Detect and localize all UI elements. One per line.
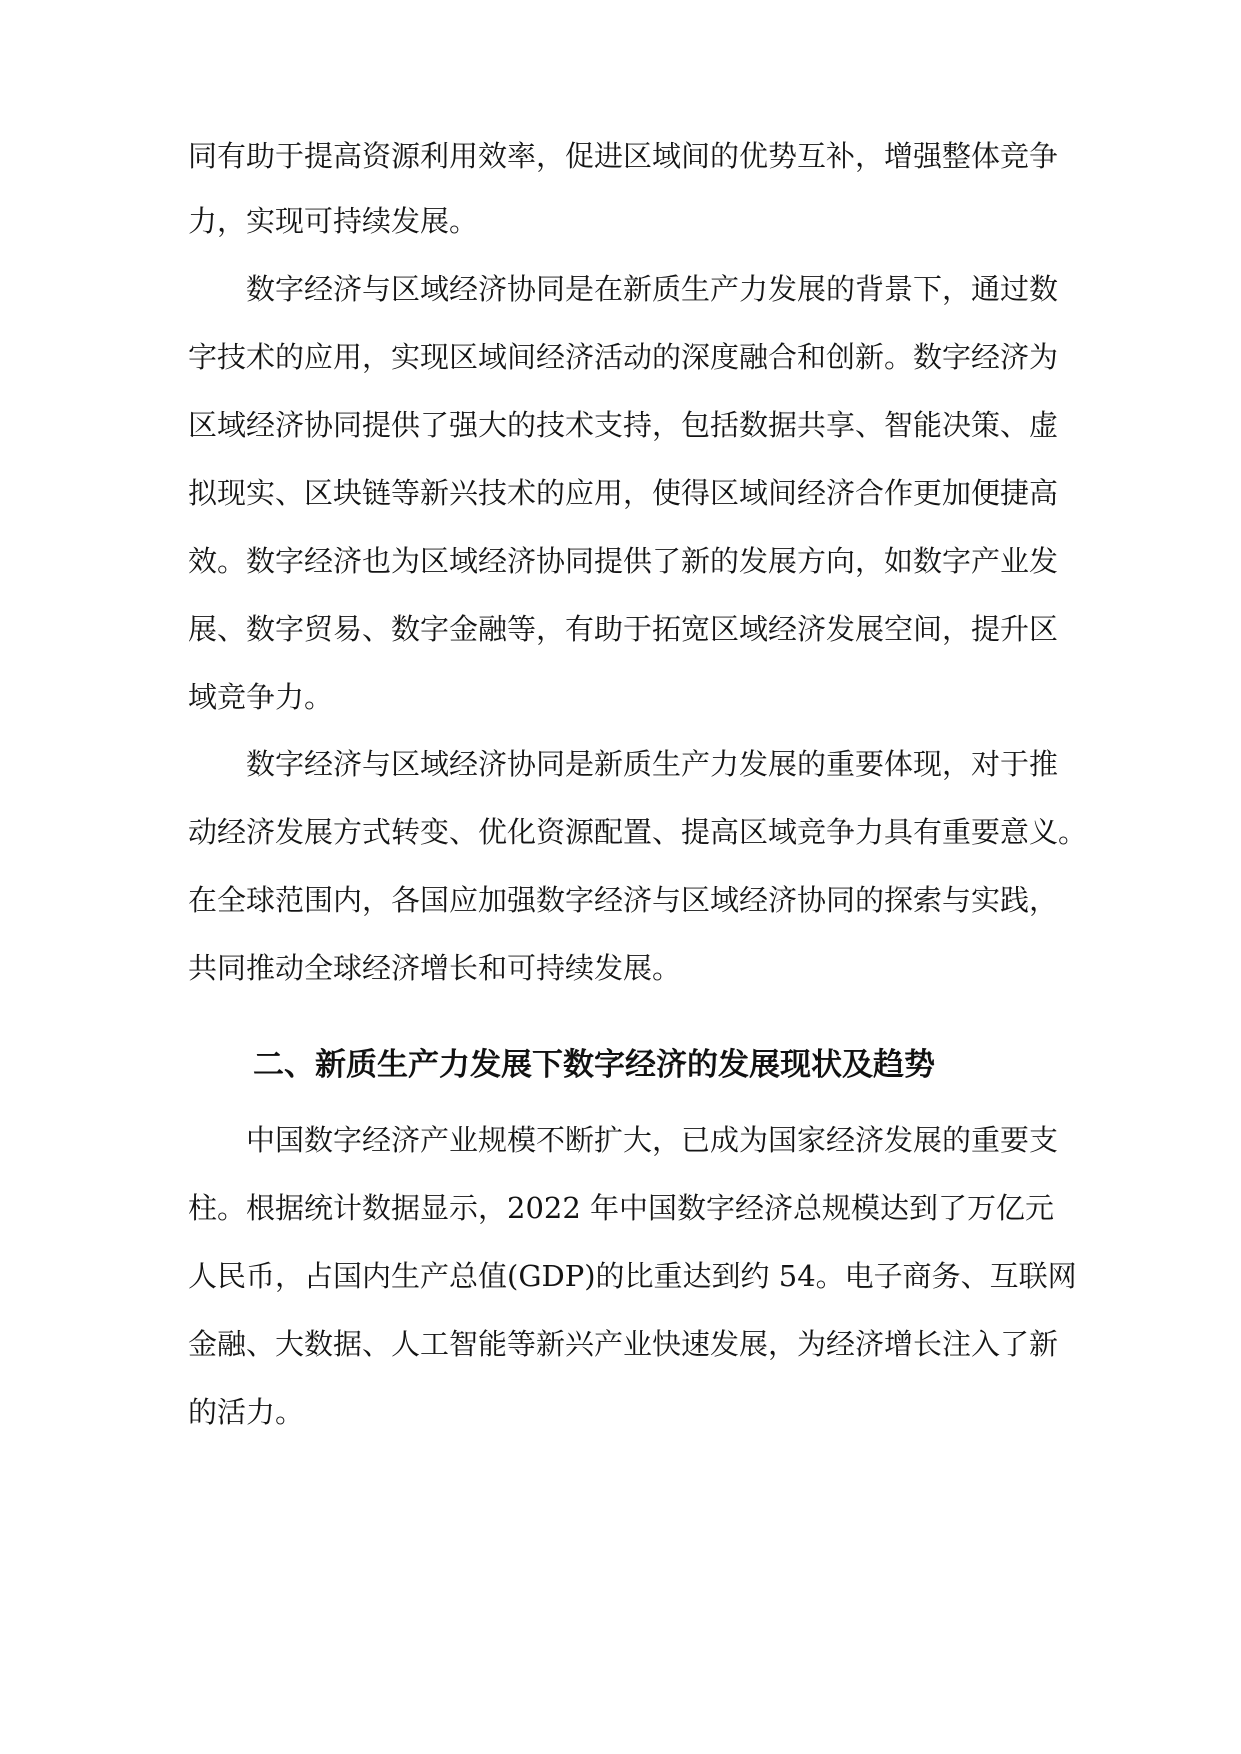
section-heading: 二、新质生产力发展下数字经济的发展现状及趋势 xyxy=(253,1047,935,1083)
paragraph-3-line-2: 动经济发展方式转变、优化资源配置、提高区域竞争力具有重要意义。 xyxy=(188,815,1088,849)
paragraph-2-line-4: 拟现实、区块链等新兴技术的应用，使得区域间经济合作更加便捷高 xyxy=(188,476,1059,510)
section-paragraph-line-3: 人民币，占国内生产总值(GDP)的比重达到约 54。电子商务、互联网 xyxy=(188,1259,1077,1293)
paragraph-2-line-3: 区域经济协同提供了强大的技术支持，包括数据共享、智能决策、虚 xyxy=(188,408,1059,442)
paragraph-2-line-5: 效。数字经济也为区域经济协同提供了新的发展方向，如数字产业发 xyxy=(188,544,1059,578)
paragraph-3-line-1: 数字经济与区域经济协同是新质生产力发展的重要体现，对于推 xyxy=(246,747,1059,781)
paragraph-3-line-3: 在全球范围内，各国应加强数字经济与区域经济协同的探索与实践， xyxy=(188,883,1059,917)
paragraph-1-line-1: 同有助于提高资源利用效率，促进区域间的优势互补，增强整体竞争 xyxy=(188,139,1059,173)
section-paragraph-line-4: 金融、大数据、人工智能等新兴产业快速发展，为经济增长注入了新 xyxy=(188,1327,1059,1361)
paragraph-1-line-2: 力，实现可持续发展。 xyxy=(188,204,479,238)
section-paragraph-line-1: 中国数字经济产业规模不断扩大，已成为国家经济发展的重要支 xyxy=(246,1123,1059,1157)
paragraph-2-line-1: 数字经济与区域经济协同是在新质生产力发展的背景下，通过数 xyxy=(246,272,1059,306)
paragraph-3-line-4: 共同推动全球经济增长和可持续发展。 xyxy=(188,951,682,985)
section-paragraph-line-2: 柱。根据统计数据显示，2022 年中国数字经济总规模达到了万亿元 xyxy=(188,1191,1055,1225)
paragraph-2-line-6: 展、数字贸易、数字金融等，有助于拓宽区域经济发展空间，提升区 xyxy=(188,612,1059,646)
paragraph-2-line-7: 域竞争力。 xyxy=(188,680,334,714)
section-paragraph-line-5: 的活力。 xyxy=(188,1395,305,1429)
paragraph-2-line-2: 字技术的应用，实现区域间经济活动的深度融合和创新。数字经济为 xyxy=(188,340,1059,374)
